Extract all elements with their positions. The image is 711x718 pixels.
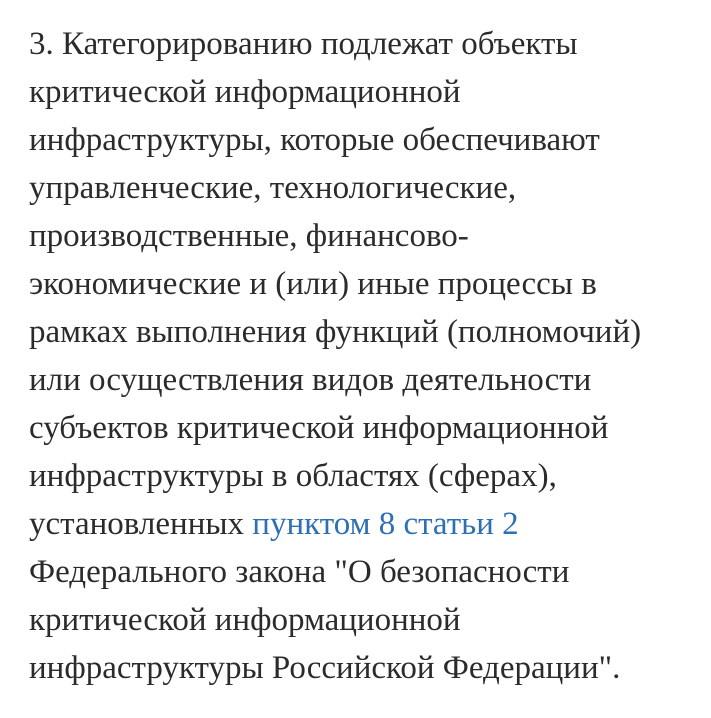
paragraph-line: Федерального закона "О безопасности <box>29 554 570 590</box>
paragraph-line: инфраструктуры в областях (сферах), <box>29 458 557 494</box>
law-reference-link[interactable]: пунктом 8 статьи 2 <box>252 506 519 542</box>
paragraph-line: управленческие, технологические, <box>29 170 517 206</box>
line-prefix-text: установленных <box>29 506 253 542</box>
paragraph-line: инфраструктуры, которые обеспечивают <box>29 122 600 158</box>
paragraph-line: экономические и (или) иные процессы в <box>29 266 597 302</box>
paragraph-line: субъектов критической информационной <box>29 410 609 446</box>
paragraph-line: рамках выполнения функций (полномочий) <box>29 314 642 350</box>
paragraph-line: инфраструктуры Российской Федерации". <box>29 650 621 686</box>
paragraph-line: или осуществления видов деятельности <box>29 362 592 398</box>
article-paragraph <box>29 20 704 692</box>
paragraph-line: 3. Категорированию подлежат объекты <box>29 26 578 62</box>
paragraph-line-with-link <box>29 500 704 548</box>
paragraph-line: критической информационной <box>29 74 461 110</box>
paragraph-line: критической информационной <box>29 602 461 638</box>
paragraph-line: производственные, финансово- <box>29 218 469 254</box>
